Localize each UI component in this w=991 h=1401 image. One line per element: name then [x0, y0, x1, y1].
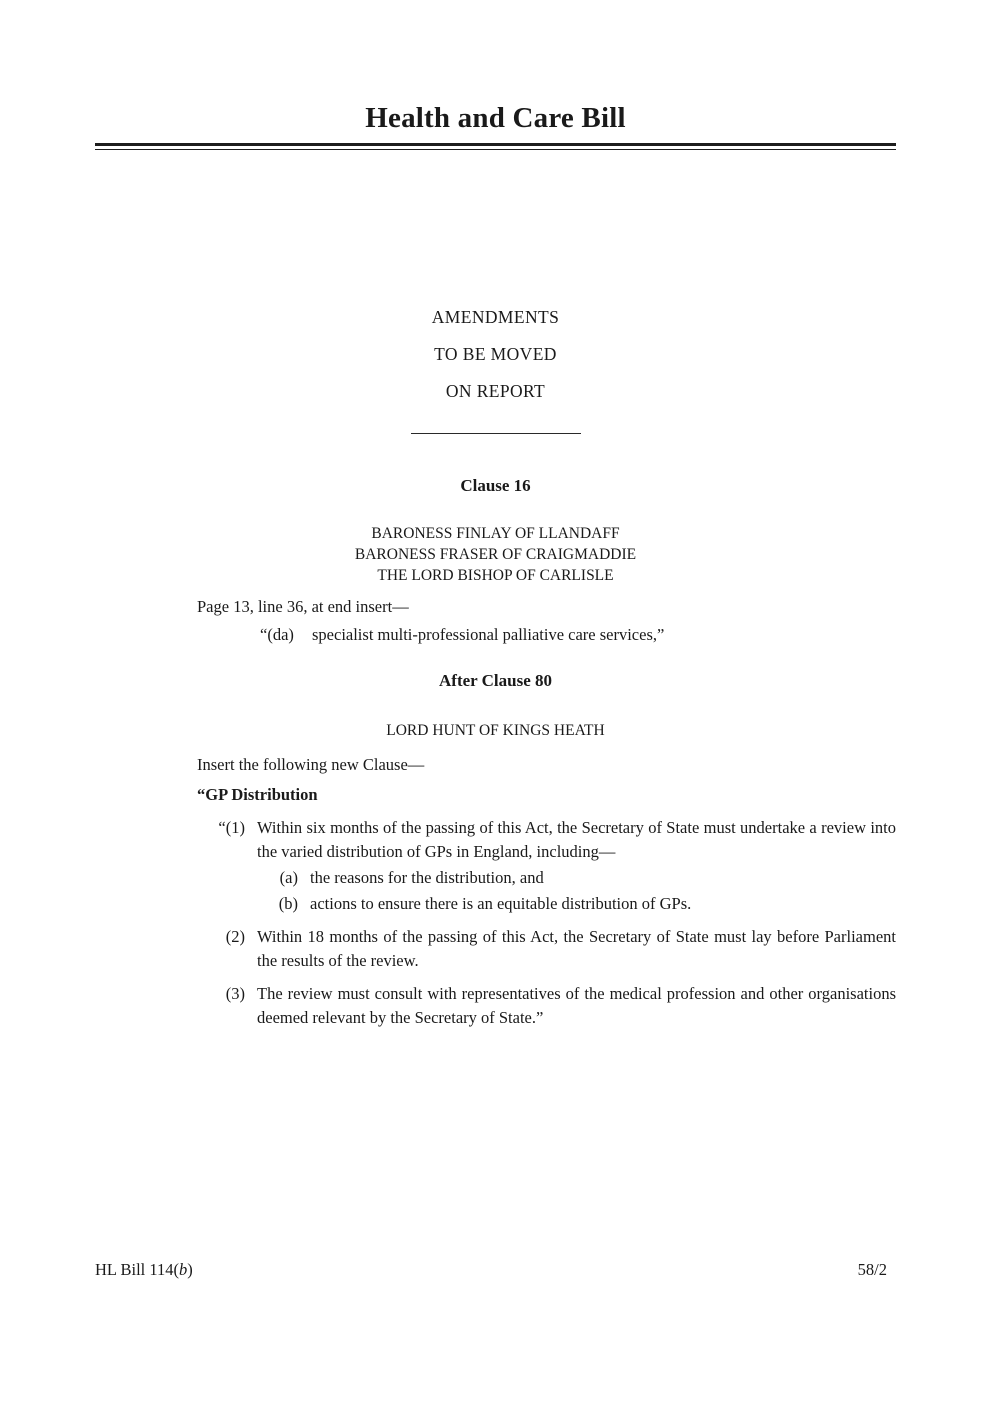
- page-footer: [95, 1258, 887, 1282]
- clause-item-marker: (3): [225, 984, 245, 1003]
- clause-subitem-text: the reasons for the distribution, and: [310, 868, 544, 887]
- clause-16-heading: Clause 16: [460, 476, 531, 495]
- page-title: Health and Care Bill: [365, 102, 626, 134]
- section-divider-rule: [411, 433, 581, 434]
- inserted-paragraph-marker: “(da): [260, 625, 294, 644]
- title-double-rule: [95, 143, 896, 150]
- footer-bill-suffix: ): [187, 1260, 193, 1279]
- sponsor-name: THE LORD BISHOP OF CARLISLE: [377, 567, 614, 584]
- clause-subitem-marker: (a): [279, 868, 298, 887]
- amendments-heading-line-3: ON REPORT: [445, 381, 546, 401]
- clause-subitem-a: [95, 866, 896, 890]
- new-clause-title: “GP Distribution: [197, 785, 318, 804]
- sponsor-name: BARONESS FRASER OF CRAIGMADDIE: [354, 546, 637, 563]
- clause-subitem-b: [95, 892, 896, 916]
- footer-bill-number: [95, 1258, 193, 1282]
- clause-item-3: [95, 982, 896, 1030]
- page-content: [95, 100, 896, 1030]
- sponsor-name: LORD HUNT OF KINGS HEATH: [386, 722, 605, 739]
- clause-item-marker: “(1): [218, 818, 245, 837]
- clause-16-instruction: Page 13, line 36, at end insert—: [197, 597, 409, 616]
- clause-subitem-marker: (b): [278, 894, 298, 913]
- clause-item-text: The review must consult with representatives of the medical profession and other organisations deemed relevant by the Secretary of State.”: [257, 984, 896, 1027]
- clause-item-marker: (2): [225, 927, 245, 946]
- clause-item-2: [95, 925, 896, 973]
- footer-bill-italic: b: [179, 1260, 188, 1279]
- footer-sheet-number: 58/2: [857, 1260, 887, 1279]
- amendments-heading-line-2: TO BE MOVED: [434, 344, 557, 364]
- sponsor-name: BARONESS FINLAY OF LLANDAFF: [371, 525, 620, 542]
- clause-16-inserted-text: [95, 623, 896, 647]
- clause-item-text: Within six months of the passing of this Act, the Secretary of State must undertake a review into the varied distribution of GPs in England, including—: [257, 818, 896, 861]
- after-clause-80-heading: After Clause 80: [439, 671, 552, 690]
- inserted-paragraph-text: specialist multi-professional palliative care services,”: [312, 625, 665, 644]
- clause-16-sponsors: [95, 523, 896, 586]
- clause-item-1: [95, 816, 896, 864]
- after-clause-80-sponsors: [95, 720, 896, 741]
- after-clause-80-instruction: Insert the following new Clause—: [197, 755, 425, 774]
- clause-subitem-text: actions to ensure there is an equitable distribution of GPs.: [310, 894, 692, 913]
- footer-bill-prefix: HL Bill 114(: [95, 1260, 180, 1279]
- clause-item-text: Within 18 months of the passing of this Act, the Secretary of State must lay before Parliament the results of the review.: [257, 927, 896, 970]
- amendments-heading-line-1: AMENDMENTS: [431, 307, 560, 327]
- amendments-heading: [95, 305, 896, 403]
